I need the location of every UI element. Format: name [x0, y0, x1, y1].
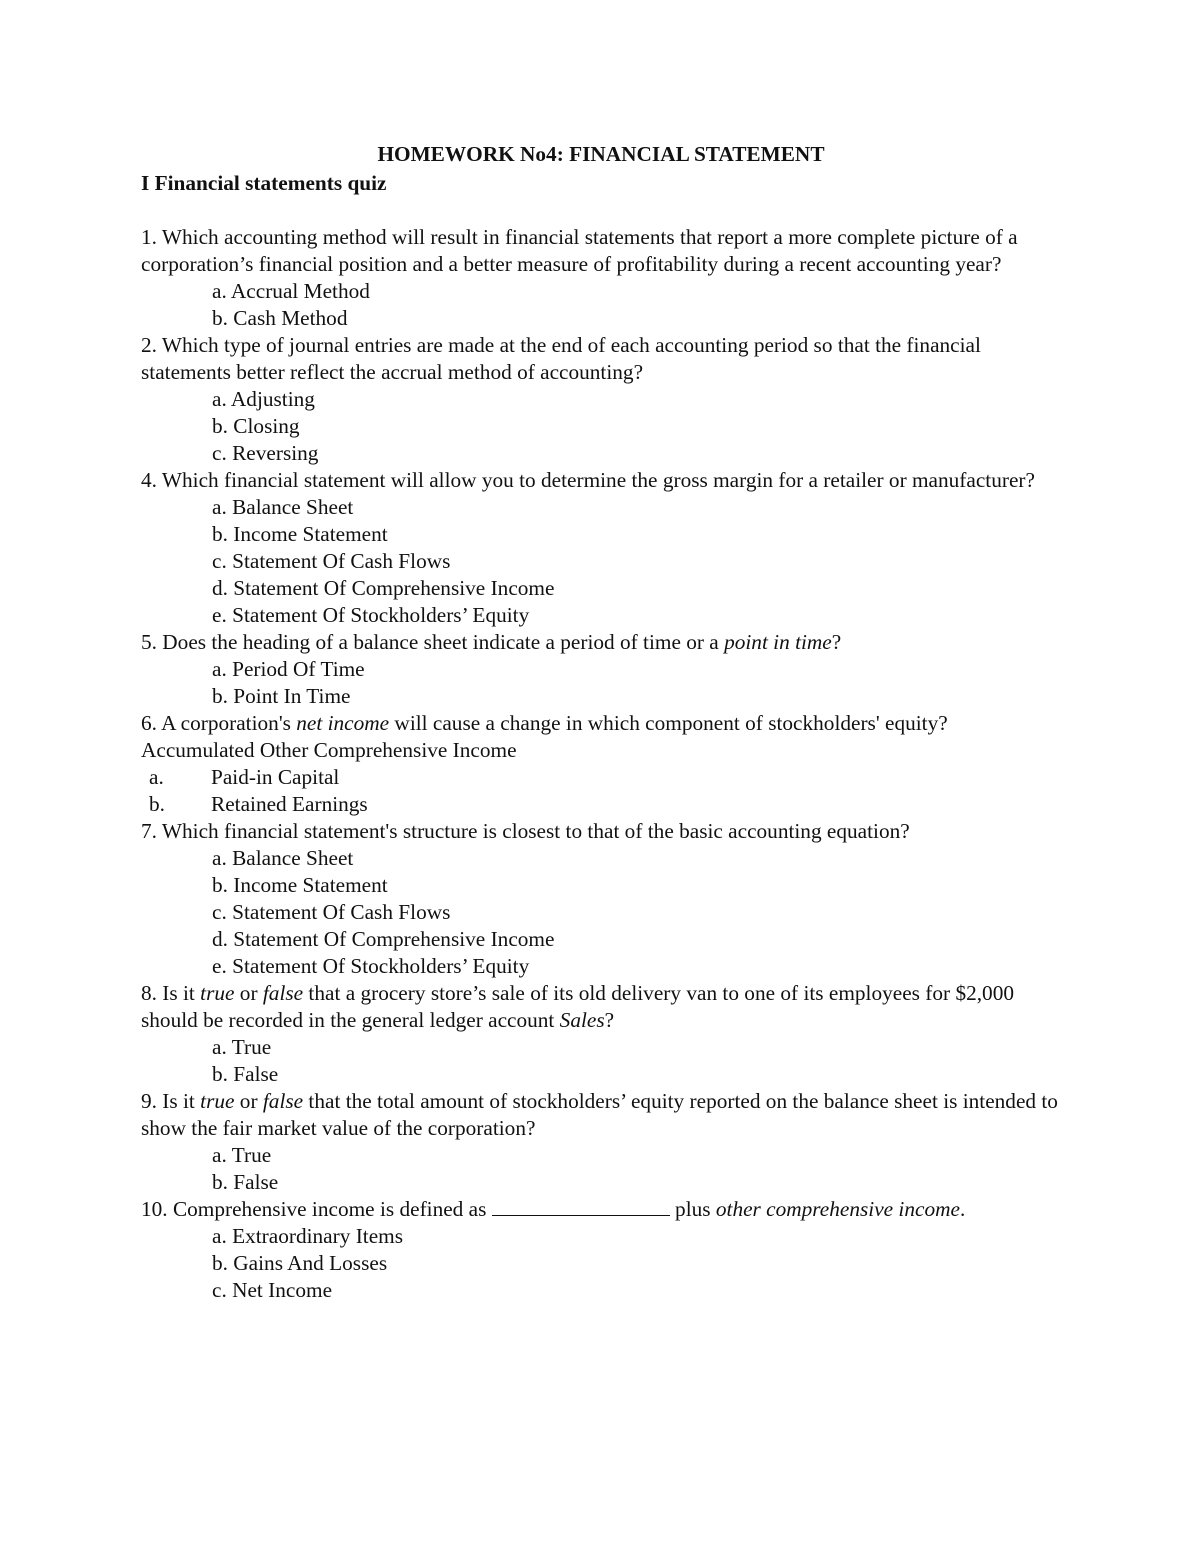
q9-option-b: b. False	[212, 1170, 279, 1194]
q2-option-c: c. Reversing	[212, 441, 319, 465]
question-10: 10. Comprehensive income is defined as plus other comprehensive income.	[141, 1197, 966, 1221]
question-9: 9. Is it true or false that the total amount of stockholders’ equity reported on the balance sheet is intended to show the fair market value of the corporation?	[141, 1089, 1058, 1140]
q4-option-a: a. Balance Sheet	[212, 495, 354, 519]
q4-option-c: c. Statement Of Cash Flows	[212, 549, 451, 573]
question-1: 1. Which accounting method will result in financial statements that report a more complete picture of a corporation’s financial position and a better measure of profitability during a recent accounting year?	[141, 225, 1018, 276]
question-4: 4. Which financial statement will allow you to determine the gross margin for a retailer or manufacturer?	[141, 468, 1035, 492]
q2-option-a: a. Adjusting	[212, 387, 315, 411]
q4-option-e: e. Statement Of Stockholders’ Equity	[212, 603, 530, 627]
q4-option-b: b. Income Statement	[212, 522, 388, 546]
answer-blank	[492, 1197, 670, 1216]
question-5: 5. Does the heading of a balance sheet indicate a period of time or a point in time?	[141, 630, 842, 654]
q4-option-d: d. Statement Of Comprehensive Income	[212, 576, 555, 600]
question-6: 6. A corporation's net income will cause a change in which component of stockholders' equity?	[141, 711, 948, 735]
q9-option-a: a. True	[212, 1143, 272, 1167]
q10-option-b: b. Gains And Losses	[212, 1251, 388, 1275]
q10-option-a: a. Extraordinary Items	[212, 1224, 404, 1248]
q7-option-b: b. Income Statement	[212, 873, 388, 897]
question-2: 2. Which type of journal entries are made at the end of each accounting period so that the financial statements better reflect the accrual method of accounting?	[141, 333, 981, 384]
q2-option-b: b. Closing	[212, 414, 300, 438]
q8-option-a: a. True	[212, 1035, 272, 1059]
question-8: 8. Is it true or false that a grocery store’s sale of its old delivery van to one of its employees for $2,000 should be recorded in the general ledger account Sales?	[141, 981, 1015, 1032]
q1-option-a: a. Accrual Method	[212, 279, 370, 303]
q7-option-d: d. Statement Of Comprehensive Income	[212, 927, 555, 951]
q5-option-b: b. Point In Time	[212, 684, 351, 708]
q7-option-e: e. Statement Of Stockholders’ Equity	[212, 954, 530, 978]
q6-subtext: Accumulated Other Comprehensive Income	[141, 738, 517, 762]
document-page	[141, 141, 1061, 1304]
page-title: HOMEWORK No4: FINANCIAL STATEMENT	[377, 142, 825, 166]
question-7: 7. Which financial statement's structure is closest to that of the basic accounting equation?	[141, 819, 910, 843]
q5-option-a: a. Period Of Time	[212, 657, 365, 681]
q6-option-b: b. Retained Earnings	[149, 792, 368, 816]
section-heading: I Financial statements quiz	[141, 171, 387, 195]
q6-option-a: a. Paid-in Capital	[149, 765, 340, 789]
q10-option-c: c. Net Income	[212, 1278, 333, 1302]
q1-option-b: b. Cash Method	[212, 306, 348, 330]
q7-option-c: c. Statement Of Cash Flows	[212, 900, 451, 924]
q7-option-a: a. Balance Sheet	[212, 846, 354, 870]
q8-option-b: b. False	[212, 1062, 279, 1086]
